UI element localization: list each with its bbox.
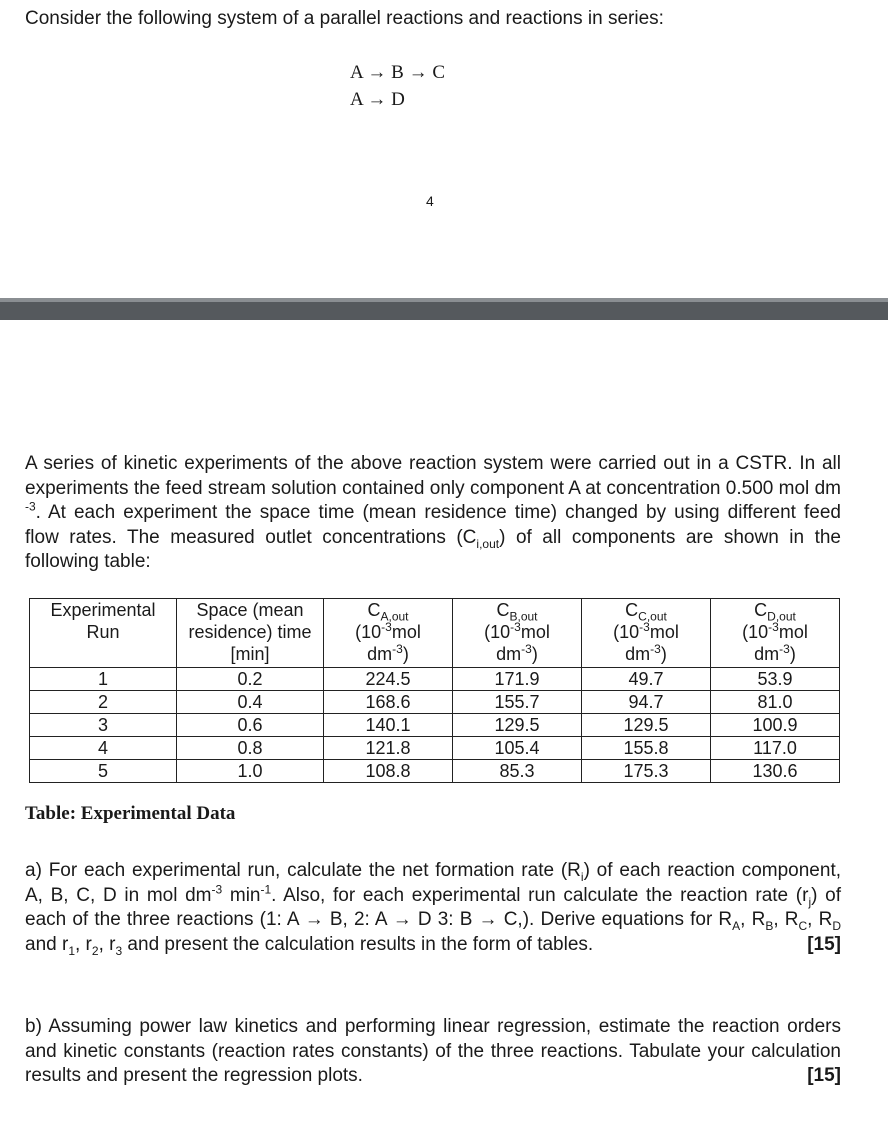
cell-cb: 129.5: [453, 714, 582, 737]
cell-tau: 0.6: [177, 714, 324, 737]
header-cb: $C_{B,out}$ ($10^{-3}mol$ $dm^{-3}$): [453, 599, 582, 668]
cell-cb: 171.9: [453, 668, 582, 691]
cell-cc: 129.5: [582, 714, 711, 737]
cell-cd: 130.6: [711, 760, 840, 783]
intro-text: Consider the following system of a parallel reactions and reactions in series:: [25, 8, 664, 29]
cell-cb: 155.7: [453, 691, 582, 714]
cell-ca: 168.6: [324, 691, 453, 714]
cell-cc: 94.7: [582, 691, 711, 714]
cell-cd: 53.9: [711, 668, 840, 691]
page-number: 4: [426, 193, 434, 209]
table-row: [30, 668, 840, 691]
cell-cc: 175.3: [582, 760, 711, 783]
table-caption: Table: Experimental Data: [25, 803, 236, 824]
header-cd: $C_{D,out}$ ($10^{-3}mol$ $dm^{-3}$): [711, 599, 840, 668]
cell-ca: 140.1: [324, 714, 453, 737]
experiment-description: A series of kinetic experiments of the above reaction system were carried out in a CSTR. In all experiments the feed stream solution contained only component A at concentration 0.500 mol dm $^{-3}$. At each experiment the space time (mean residence time) changed by using different feed flow rates. The measured outlet concentrations $(C_{i,out})$ of all components are shown in the following table:: [25, 453, 841, 572]
marks-a: [15]: [807, 933, 841, 955]
header-cc: $C_{C,out}$ ($10^{-3}mol$ $dm^{-3}$): [582, 599, 711, 668]
cell-tau: 0.4: [177, 691, 324, 714]
cell-ca: 108.8: [324, 760, 453, 783]
cell-cb: 105.4: [453, 737, 582, 760]
cell-cb: 85.3: [453, 760, 582, 783]
table-row: [30, 691, 840, 714]
cell-cd: 117.0: [711, 737, 840, 760]
cell-ca: 121.8: [324, 737, 453, 760]
page-divider: [0, 298, 888, 320]
cell-tau: 0.2: [177, 668, 324, 691]
cell-cc: 155.8: [582, 737, 711, 760]
question-a: a) For each experimental run, calculate the net formation rate $(R_i)$ of each reaction component, A, B, C, D in mol $dm^{-3}$ $\min^{-1}$. Also, for each experimental run calculate the reaction rate $(r_j)$ of each of the three reactions (1: A → B, 2: A → D 3: B → C,). Derive equations for $R_A$, $R_B$, $R_C$, $R_D$ and $r_1$, $r_2$, $r_3$ and present the calculation results in the form of tables. [15]: [25, 860, 842, 958]
reaction-parallel: A → D: [350, 89, 405, 110]
cell-run: 2: [30, 691, 177, 714]
table-row: [30, 714, 840, 737]
cell-cd: 100.9: [711, 714, 840, 737]
marks-b: [15]: [807, 1065, 841, 1086]
table-header-row: [30, 599, 840, 668]
cell-run: 1: [30, 668, 177, 691]
question-b: b) Assuming power law kinetics and performing linear regression, estimate the reaction orders and kinetic constants (reaction rates constants) of the three reactions. Tabulate your calculation results and present the regression plots. [15]: [25, 1015, 841, 1089]
table-row: [30, 760, 840, 783]
cell-run: 3: [30, 714, 177, 737]
cell-ca: 224.5: [324, 668, 453, 691]
cell-run: 4: [30, 737, 177, 760]
cell-cd: 81.0: [711, 691, 840, 714]
cell-run: 5: [30, 760, 177, 783]
reaction-series: A → B → C: [350, 62, 446, 83]
table-row: [30, 737, 840, 760]
header-run: Experimental Run: [30, 599, 177, 668]
cell-tau: 0.8: [177, 737, 324, 760]
header-space-time: Space (mean residence) time [min]: [177, 599, 324, 668]
header-ca: $C_{A,out}$ ($10^{-3}mol$ $dm^{-3}$): [324, 599, 453, 668]
cell-tau: 1.0: [177, 760, 324, 783]
experimental-data-table: [29, 598, 840, 783]
cell-cc: 49.7: [582, 668, 711, 691]
